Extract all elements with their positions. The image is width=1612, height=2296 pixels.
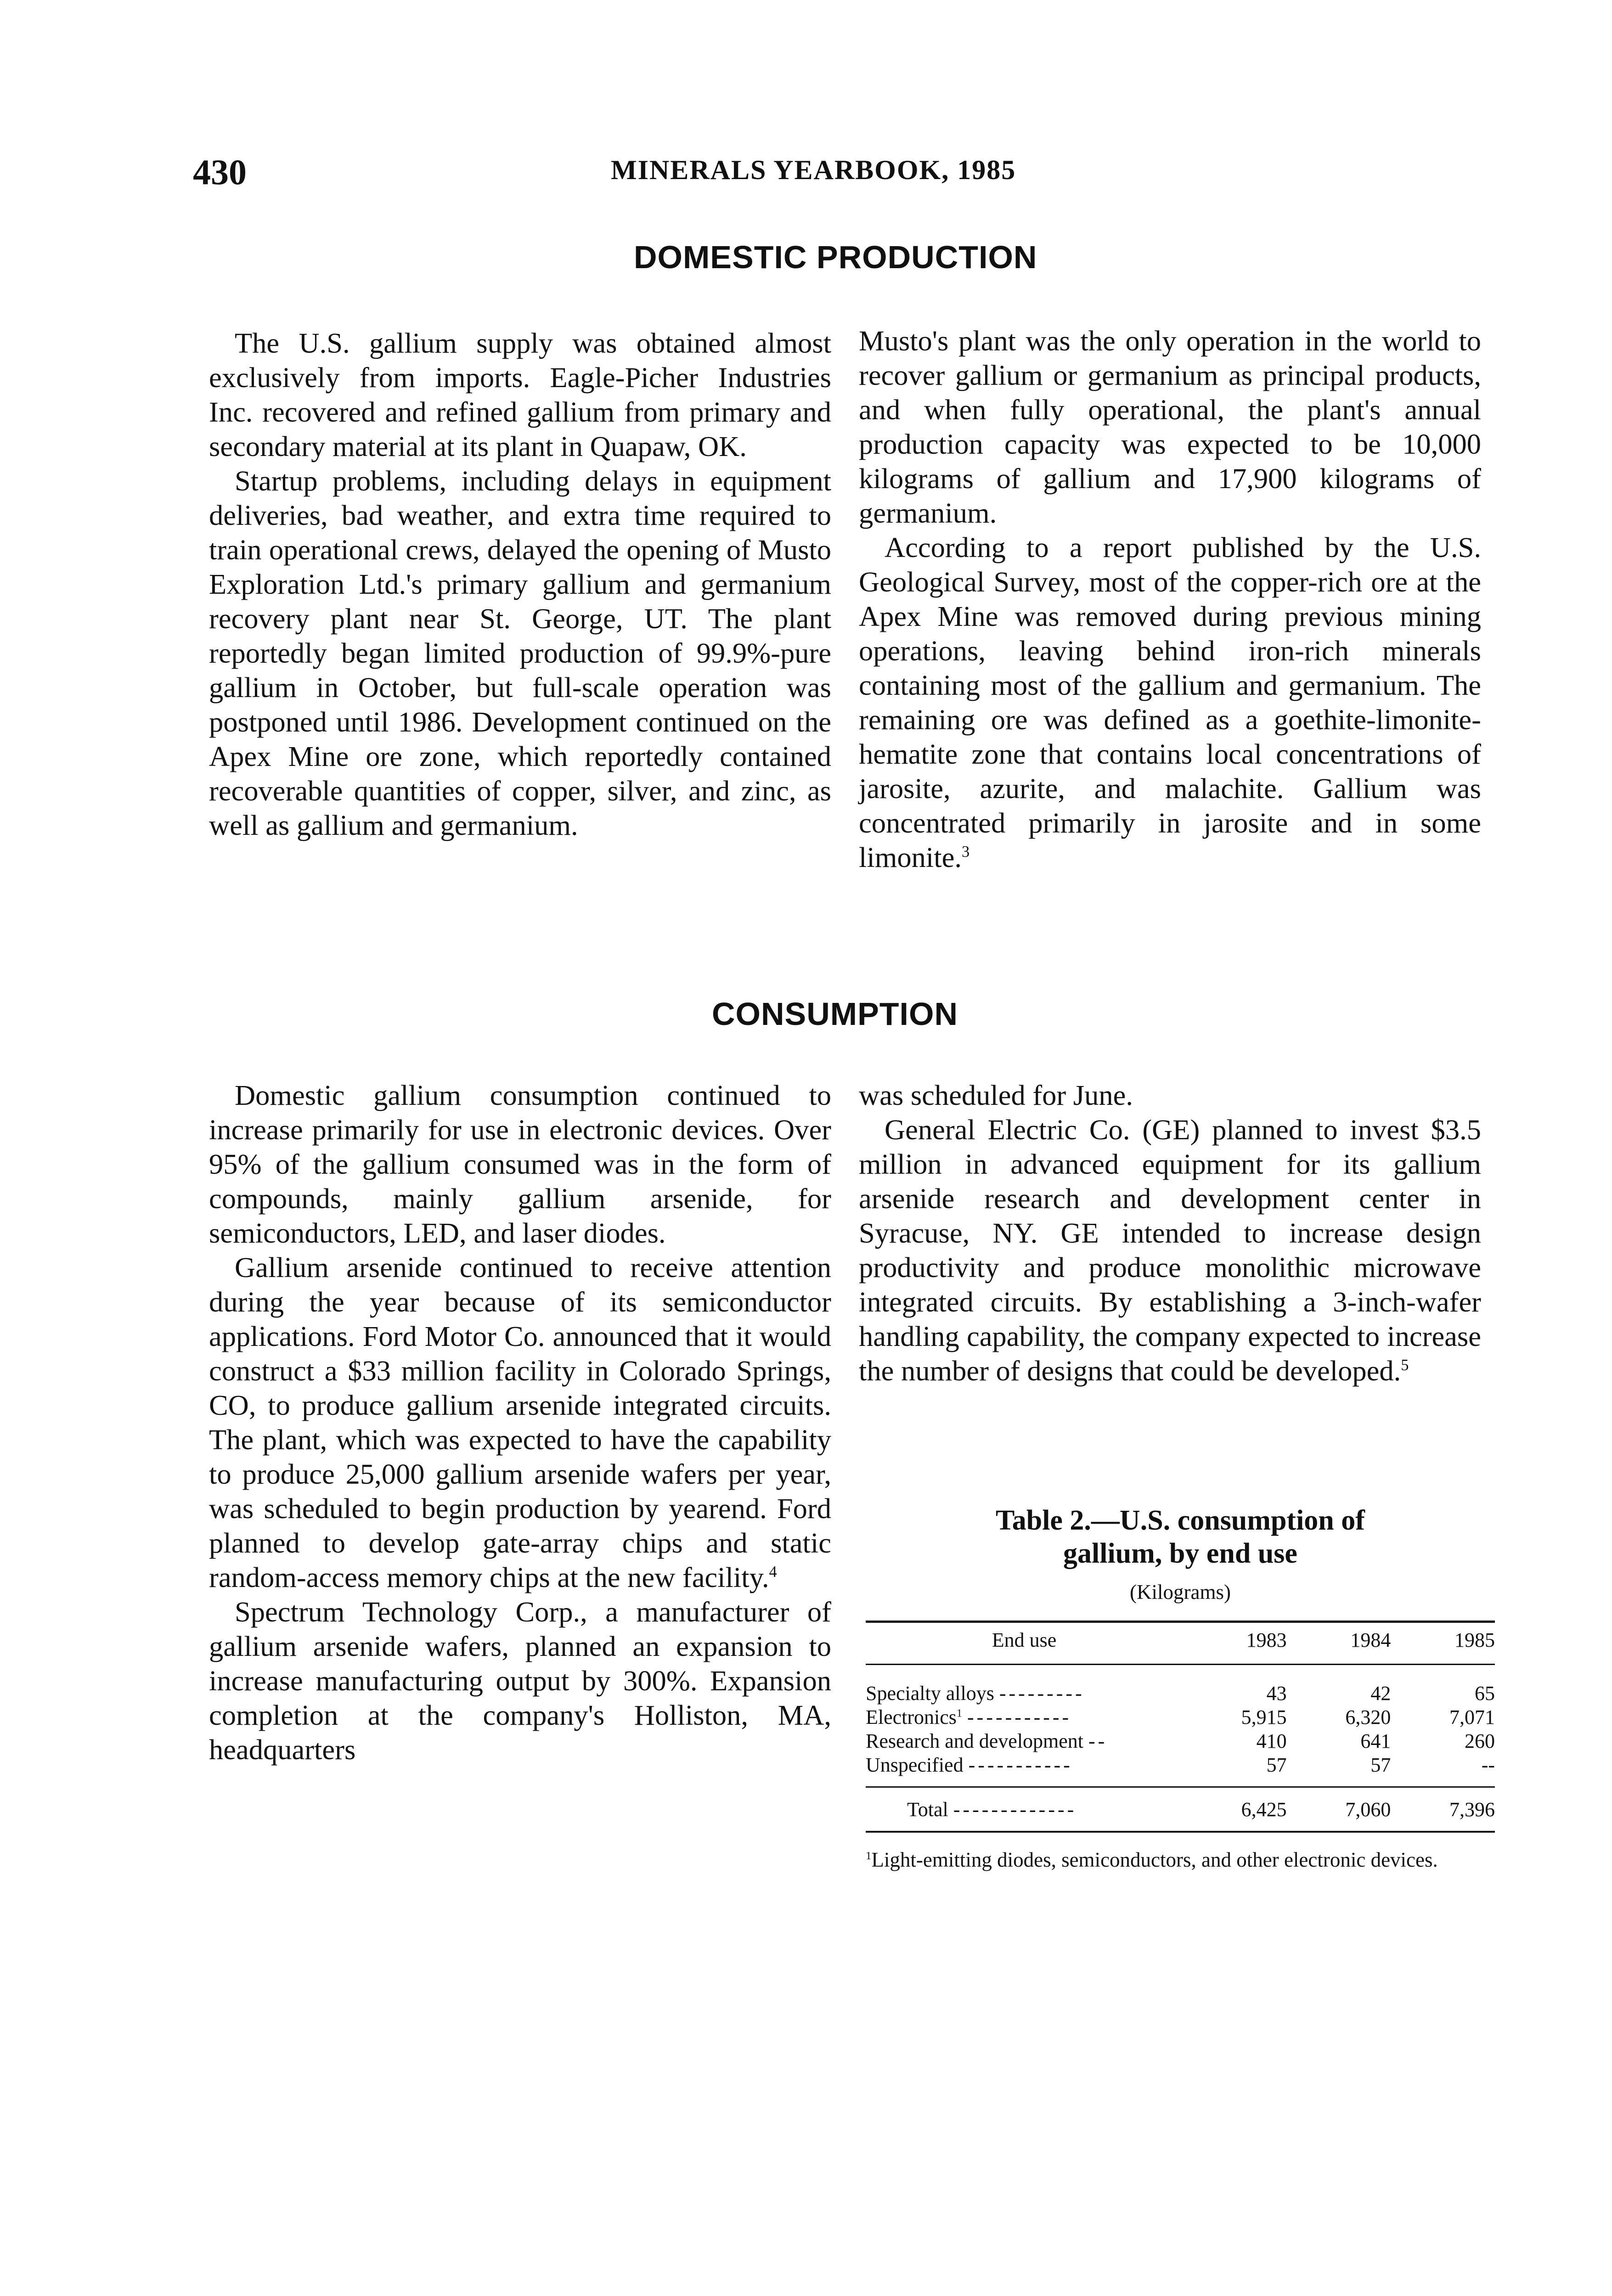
leader-dashes: -----------: [968, 1754, 1073, 1776]
row-label: [866, 1665, 1183, 1706]
paragraph: The U.S. gallium supply was obtained almost exclusively from imports. Eagle-Picher Industries Inc. recovered and refined gallium from primary and secondary material at its plant in Quapaw, OK.: [209, 327, 831, 462]
cell-value: 7,396: [1391, 1787, 1495, 1832]
cell-value: 5,915: [1241, 1706, 1287, 1728]
row-label: [866, 1787, 1183, 1832]
table-row: [866, 1729, 1495, 1753]
data-table: [866, 1621, 1495, 1833]
paragraph: was scheduled for June.: [859, 1079, 1133, 1111]
cell-value: --: [1391, 1753, 1495, 1787]
section-heading-domestic-production: DOMESTIC PRODUCTION: [634, 239, 1037, 275]
cell-value: 57: [1183, 1753, 1287, 1787]
row-label-text: Electronics: [866, 1706, 957, 1728]
table-title-line: Table 2.—U.S. consumption of: [996, 1505, 1365, 1536]
table-row: [866, 1753, 1495, 1787]
paragraph: Spectrum Technology Corp., a manufacturer of gallium arsenide wafers, planned an expansion to increase manufacturing output by 300%. Expansion completion at the company's Holliston, MA, headquarters: [209, 1596, 831, 1766]
table-row: [866, 1705, 1495, 1729]
footnote-text: Light-emitting diodes, semiconductors, and other electronic devices.: [871, 1848, 1438, 1871]
row-label-text: Research and development: [866, 1730, 1084, 1752]
footnote-reference: 1: [956, 1707, 963, 1720]
table-unit: (Kilograms): [1130, 1581, 1231, 1604]
table-title-line: gallium, by end use: [1063, 1538, 1297, 1569]
cell-value: 65: [1475, 1682, 1495, 1705]
row-label: [866, 1753, 1183, 1787]
paragraph: [209, 1250, 831, 1595]
column-header: 1983: [1183, 1622, 1287, 1665]
page-number: 430: [193, 152, 247, 192]
journal-title: MINERALS YEARBOOK, 1985: [611, 155, 1016, 185]
paragraph: Musto's plant was the only operation in the world to recover gallium or germanium as principal products, and when fully operational, the plant's annual production capacity was expected to be 10,000 kilograms of gallium and 17,900 kilograms of germanium.: [859, 325, 1481, 529]
cell-value: 57: [1287, 1753, 1391, 1787]
leader-dashes: -----------: [967, 1706, 1072, 1728]
row-label-text: Total: [907, 1798, 948, 1821]
row-label: [866, 1705, 1183, 1729]
leader-dashes: ---------: [999, 1682, 1085, 1705]
running-head: [0, 152, 1612, 197]
cell-value: 7,060: [1287, 1787, 1391, 1832]
leader-dashes: --: [1088, 1730, 1108, 1752]
table-title: [866, 1504, 1495, 1570]
row-label-text: Specialty alloys: [866, 1682, 994, 1705]
cell-value: 42: [1370, 1682, 1391, 1705]
footnote-reference: 5: [1401, 1356, 1409, 1374]
paragraph: [859, 1113, 1481, 1388]
footnote-reference: 4: [769, 1563, 777, 1581]
cell-value: 6,320: [1345, 1706, 1391, 1728]
cell-value: 410: [1256, 1730, 1287, 1752]
domestic-production-right-column: [859, 324, 1481, 875]
cell-value: 260: [1465, 1730, 1495, 1752]
paragraph: Startup problems, including delays in equipment deliveries, bad weather, and extra time required to train operational crews, delayed the opening of Musto Exploration Ltd.'s primary gallium and germanium recovery plant near St. George, UT. The plant reportedly began limited production of 99.9%-pure gallium in October, but full-scale operation was postponed until 1986. Development continued on the Apex Mine ore zone, which reportedly contained recoverable quantities of copper, silver, and zinc, as well as gallium and germanium.: [209, 465, 831, 841]
cell-value: 7,071: [1449, 1706, 1495, 1728]
paragraph: Domestic gallium consumption continued to increase primarily for use in electronic devices. Over 95% of the gallium consumed was in the form of compounds, mainly gallium arsenide, for semiconductors, LED, and laser diodes.: [209, 1079, 831, 1249]
table-header-row: [866, 1622, 1495, 1665]
leader-dashes: -------------: [953, 1798, 1077, 1821]
footnote-reference: 3: [961, 843, 970, 861]
row-label-text: Unspecified: [866, 1754, 964, 1776]
cell-value: 43: [1266, 1682, 1287, 1705]
cell-value: 6,425: [1183, 1787, 1287, 1832]
row-label: [866, 1729, 1183, 1753]
table-row: [866, 1665, 1495, 1706]
table-footnote: [866, 1847, 1495, 1872]
paragraph-text: General Electric Co. (GE) planned to invest $3.5 million in advanced equipment for its gallium arsenide research and development center in Syracuse, NY. GE intended to increase design productivity and produce monolithic microwave integrated circuits. By establishing a 3-inch-wafer handling capability, the company expected to increase the number of designs that could be developed.: [859, 1114, 1481, 1387]
paragraph: [859, 530, 1481, 875]
cell-value: 641: [1360, 1730, 1391, 1752]
column-header: 1985: [1391, 1622, 1495, 1665]
table-gallium-consumption: [866, 1504, 1495, 1872]
paragraph-text: According to a report published by the U.S. Geological Survey, most of the copper-rich ore at the Apex Mine was removed during previous mining operations, leaving behind iron-rich minerals containing most of the gallium and germanium. The remaining ore was defined as a goethite-limonite-hematite zone that contains local concentrations of jarosite, azurite, and malachite. Gallium was concentrated primarily in jarosite and in some limonite.: [859, 531, 1481, 873]
paragraph-text: Gallium arsenide continued to receive attention during the year because of its semiconductor applications. Ford Motor Co. announced that it would construct a $33 million facility in Colorado Springs, CO, to produce gallium arsenide integrated circuits. The plant, which was expected to have the capability to produce 25,000 gallium arsenide wafers per year, was scheduled to begin production by yearend. Ford planned to develop gate-array chips and static random-access memory chips at the new facility.: [209, 1251, 831, 1593]
consumption-left-column: [209, 1078, 831, 1767]
section-heading-consumption: CONSUMPTION: [712, 996, 958, 1032]
column-header: End use: [866, 1622, 1183, 1665]
table-total-row: [866, 1787, 1495, 1832]
column-header: 1984: [1287, 1622, 1391, 1665]
footnote-marker: 1: [866, 1850, 872, 1862]
consumption-right-column: [859, 1078, 1481, 1388]
domestic-production-left-column: [209, 326, 831, 843]
